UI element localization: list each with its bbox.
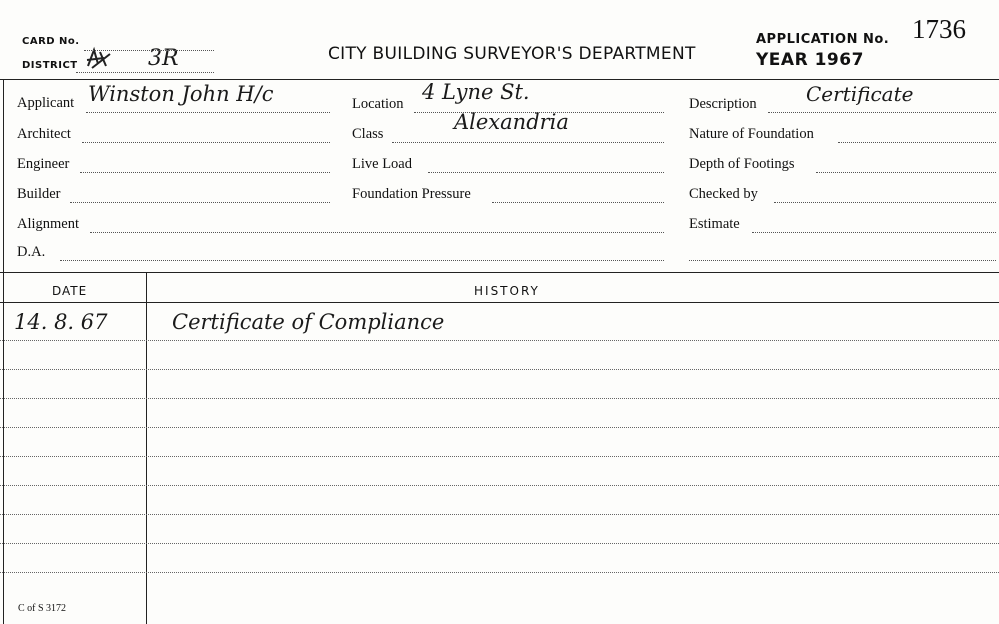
applicant-value: Winston John H/c — [88, 82, 274, 106]
nature-foundation-label: Nature of Foundation — [689, 126, 814, 142]
district-value: 3R — [148, 46, 179, 71]
estimate-label: Estimate — [689, 216, 740, 232]
checked-by-label: Checked by — [689, 186, 758, 202]
depth-footings-label: Depth of Footings — [689, 156, 795, 172]
estimate-line — [752, 232, 996, 233]
depth-footings-line — [816, 172, 996, 173]
blank-line-right — [689, 260, 996, 261]
history-ruled-line — [0, 572, 999, 573]
district-label: DISTRICT — [22, 60, 78, 71]
da-label: D.A. — [17, 244, 46, 260]
nature-foundation-line — [838, 142, 996, 143]
live-load-label: Live Load — [352, 156, 412, 172]
date-column-header: DATE — [52, 284, 88, 298]
history-ruled-line — [0, 340, 999, 341]
builder-label: Builder — [17, 186, 61, 202]
checked-by-line — [774, 202, 996, 203]
application-label: APPLICATION No. — [756, 32, 890, 47]
history-entry-text: Certificate of Compliance — [172, 310, 445, 334]
live-load-line — [428, 172, 664, 173]
alignment-line — [90, 232, 664, 233]
foundation-pressure-label: Foundation Pressure — [352, 186, 471, 202]
history-header-rule — [0, 302, 999, 303]
alignment-label: Alignment — [17, 216, 80, 232]
history-ruled-line — [0, 514, 999, 515]
location-label: Location — [352, 96, 404, 112]
header-left-rule — [3, 80, 4, 272]
description-value: Certificate — [806, 82, 914, 106]
history-ruled-line — [0, 369, 999, 370]
class-label: Class — [352, 126, 384, 142]
form-code: C of S 3172 — [18, 603, 67, 614]
description-line — [768, 112, 996, 113]
builder-line — [70, 202, 330, 203]
department-title: CITY BUILDING SURVEYOR'S DEPARTMENT — [328, 44, 696, 64]
card-no-dotted-line — [84, 50, 214, 51]
history-ruled-line — [0, 427, 999, 428]
header-bottom-rule — [0, 272, 999, 273]
foundation-pressure-line — [492, 202, 664, 203]
history-ruled-line — [0, 543, 999, 544]
description-label: Description — [689, 96, 757, 112]
architect-label: Architect — [17, 126, 71, 142]
da-line — [60, 260, 664, 261]
applicant-line — [86, 112, 330, 113]
architect-line — [82, 142, 330, 143]
history-column-header: HISTORY — [474, 284, 540, 298]
district-dotted-line — [76, 72, 214, 73]
applicant-label: Applicant — [17, 95, 75, 111]
class-line — [392, 142, 664, 143]
history-ruled-line — [0, 398, 999, 399]
application-number: 1736 — [912, 14, 966, 44]
location-line1-value: 4 Lyne St. — [422, 80, 530, 104]
location-line2-value: Alexandria — [454, 110, 569, 134]
year-label: YEAR 1967 — [756, 50, 864, 70]
history-ruled-line — [0, 456, 999, 457]
engineer-label: Engineer — [17, 156, 70, 172]
engineer-line — [80, 172, 330, 173]
card-no-label: CARD No. — [22, 36, 80, 47]
history-entry-date: 14. 8. 67 — [14, 310, 108, 334]
history-ruled-line — [0, 485, 999, 486]
